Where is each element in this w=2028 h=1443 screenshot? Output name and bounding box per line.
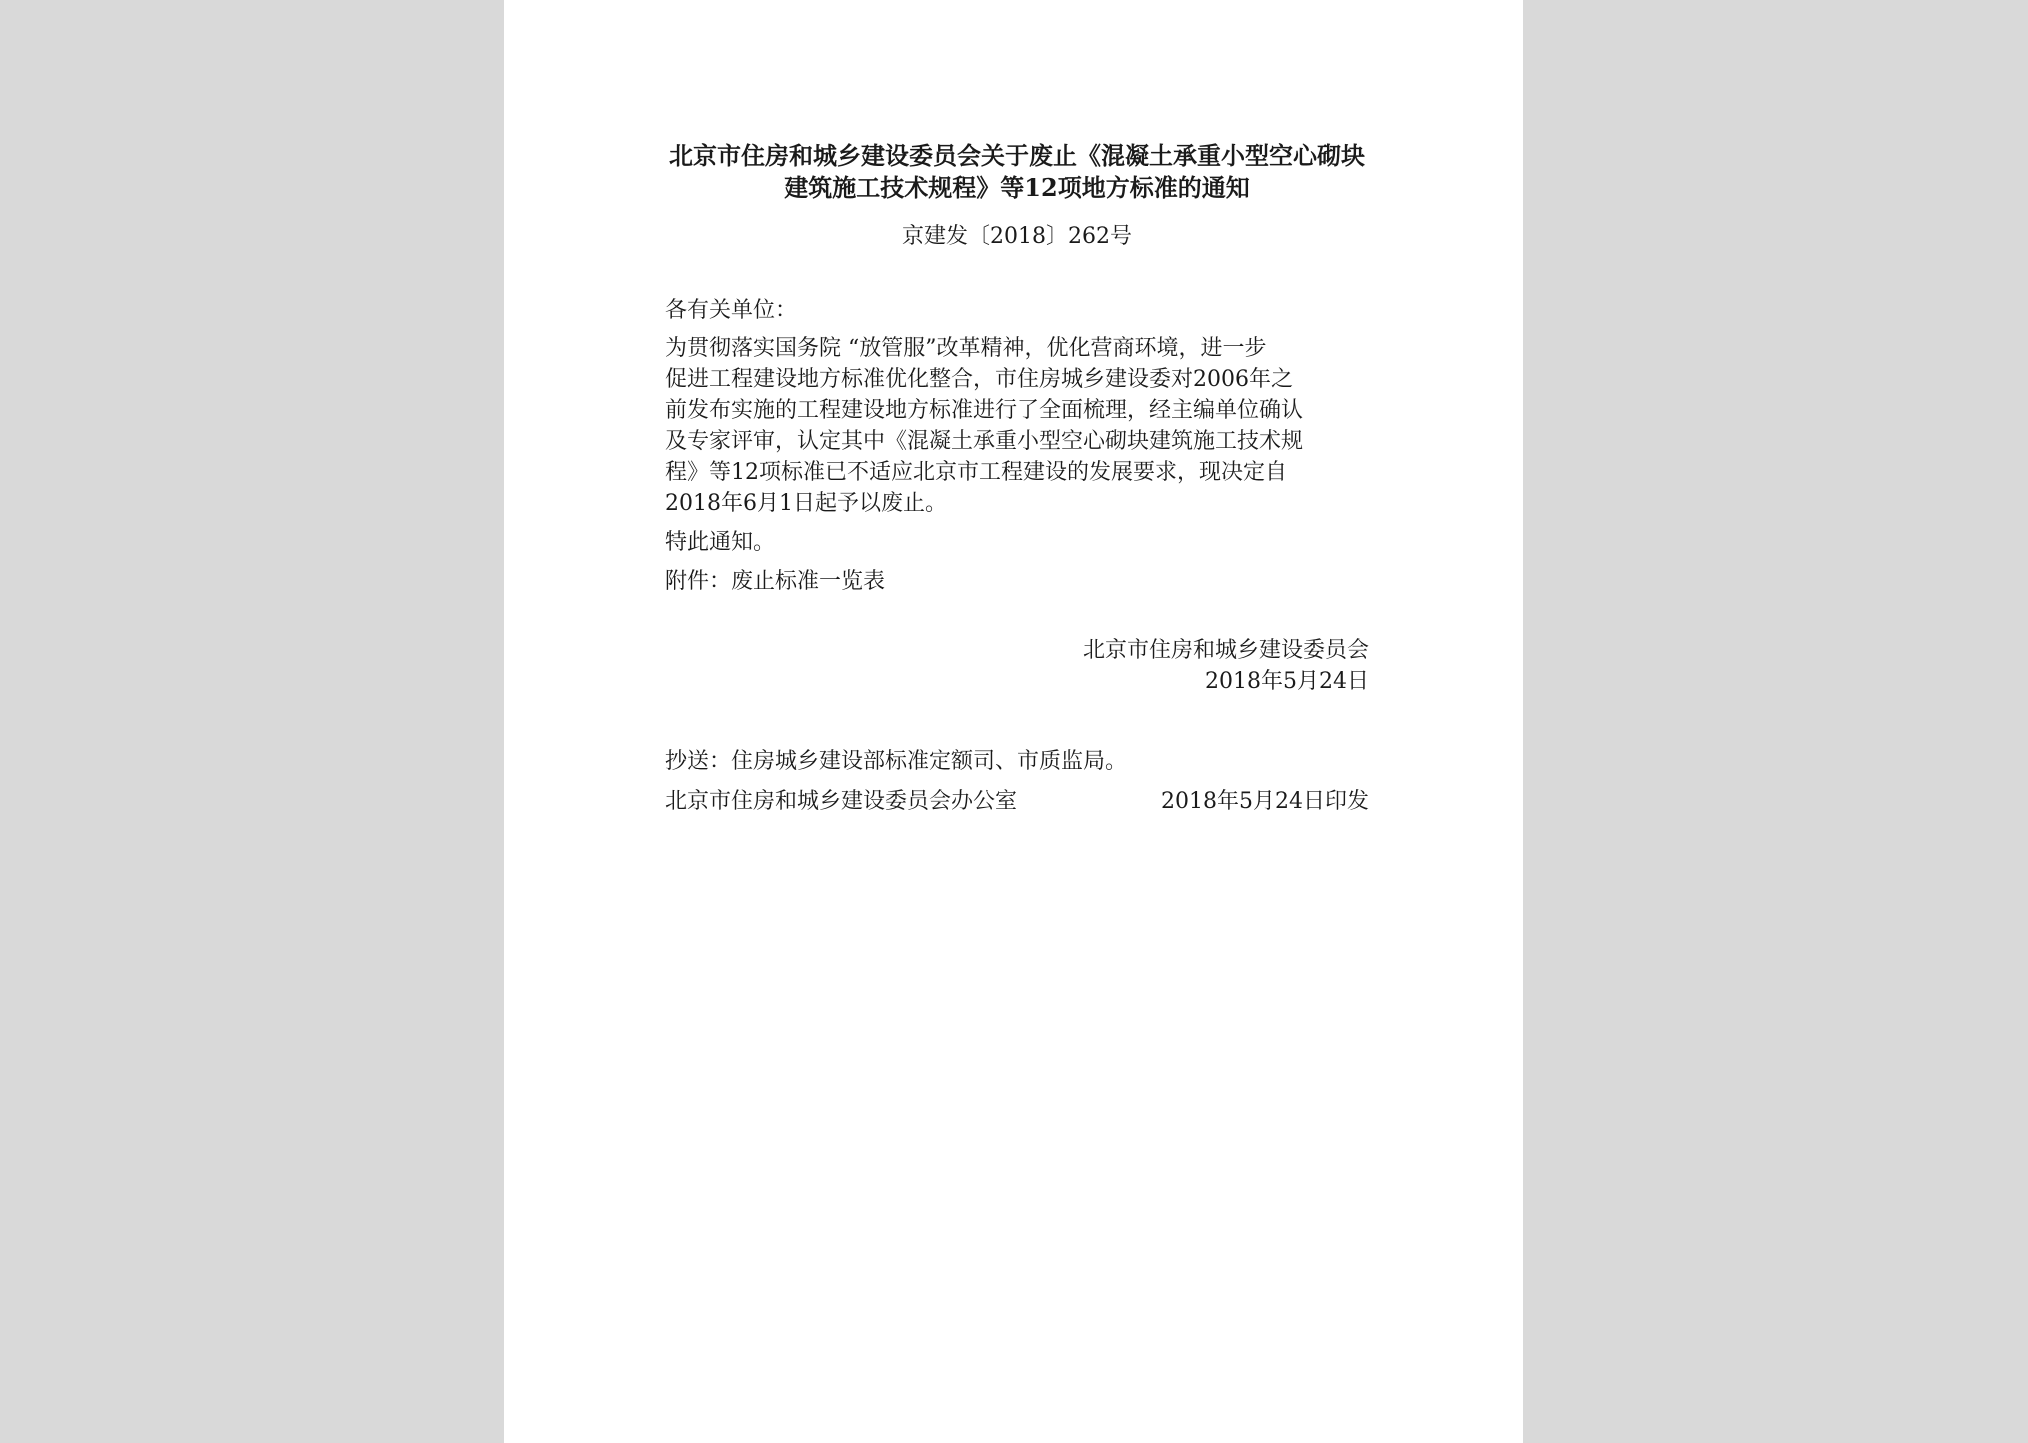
attachment-line: 附件：废止标准一览表 <box>665 569 886 594</box>
signature-organization: 北京市住房和城乡建设委员会 <box>1082 638 1369 663</box>
issue-row <box>665 787 1369 817</box>
body-line-5: 程》等12项标准已不适应北京市工程建设的发展要求，现决定自 <box>665 460 1287 485</box>
document-title <box>665 140 1369 204</box>
body-line-2: 促进工程建设地方标准优化整合，市住房城乡建设委对2006年之 <box>665 367 1293 392</box>
salutation: 各有关单位： <box>665 298 798 323</box>
issuer-office: 北京市住房和城乡建设委员会办公室 <box>665 789 1018 814</box>
body-line-4: 及专家评审，认定其中《混凝土承重小型空心砌块建筑施工技术规 <box>665 429 1304 454</box>
body-line-3: 前发布实施的工程建设地方标准进行了全面梳理，经主编单位确认 <box>665 398 1304 423</box>
document-content <box>665 140 1369 817</box>
body-paragraph <box>665 333 1369 519</box>
issue-date: 2018年5月24日印发 <box>1161 789 1369 814</box>
notice-closing: 特此通知。 <box>665 530 776 555</box>
document-page <box>504 0 1523 1443</box>
cc-line: 抄送：住房城乡建设部标准定额司、市质监局。 <box>665 749 1128 774</box>
body-line-1: 为贯彻落实国务院 “放管服”改革精神，优化营商环境，进一步 <box>665 336 1267 361</box>
document-number: 京建发〔2018〕262号 <box>902 224 1132 249</box>
signature-date: 2018年5月24日 <box>1205 669 1369 694</box>
title-line-2: 建筑施工技术规程》等12项地方标准的通知 <box>784 173 1250 202</box>
body-line-6: 2018年6月1日起予以废止。 <box>665 491 947 516</box>
title-line-1: 北京市住房和城乡建设委员会关于废止《混凝土承重小型空心砌块 <box>669 141 1365 170</box>
